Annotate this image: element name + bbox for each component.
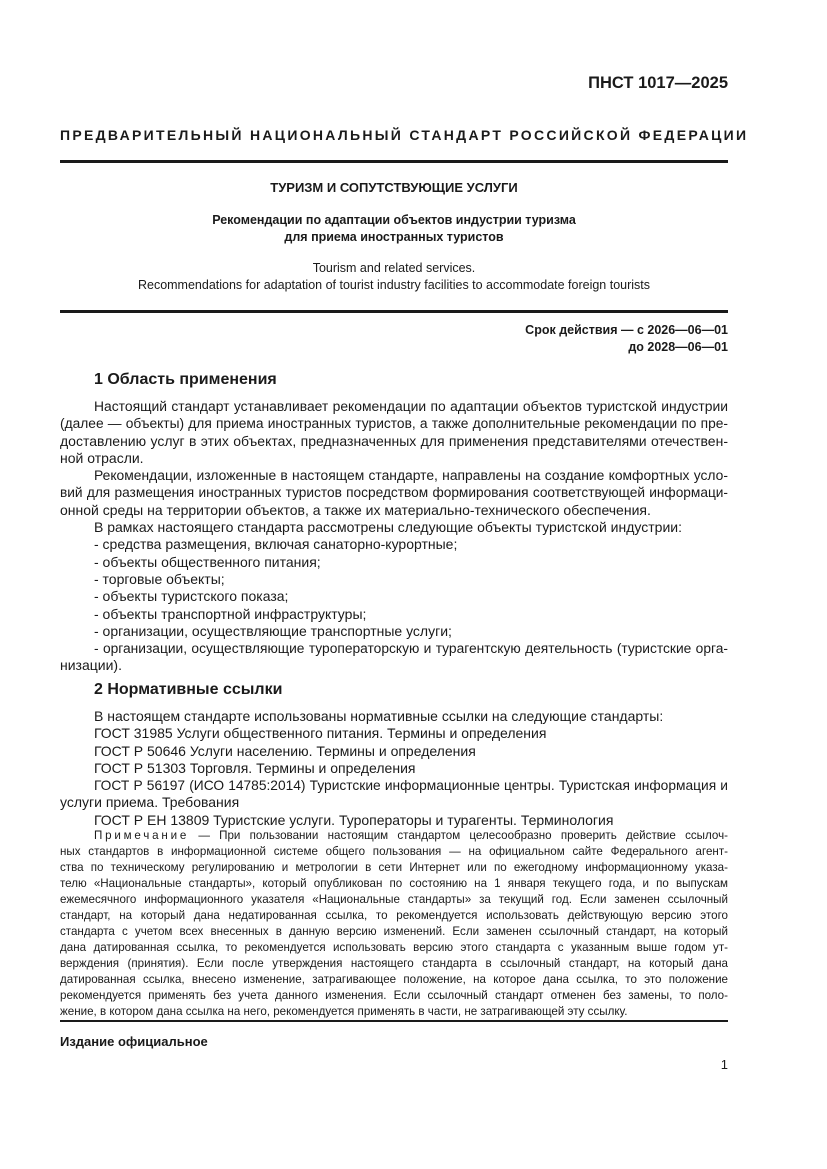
note-line: верждения (принятия). Если после утверждения настоящего стандарта в ссылочный стандарт, на который дана bbox=[60, 957, 728, 970]
document-subtitle bbox=[60, 212, 728, 246]
reference-item: ГОСТ Р 56197 (ИСО 14785:2014) Туристские информационные центры. Туристская информация и bbox=[94, 778, 728, 794]
paragraph-line: Рекомендации, изложенные в настоящем стандарте, направлены на создание комфортных усло- bbox=[94, 467, 728, 484]
section-1-body bbox=[60, 398, 728, 675]
section-2-heading: 2 Нормативные ссылки bbox=[94, 681, 283, 698]
note-line: дана датированная ссылка, то рекомендуется использовать версию этого стандарта с указанным выше годом ут- bbox=[60, 941, 728, 954]
list-item: - организации, осуществляющие транспортные услуги; bbox=[94, 622, 452, 639]
note-line: стандарт, на который дана недатированная ссылка, то рекомендуется использовать действующую версию этого bbox=[60, 909, 728, 922]
reference-note bbox=[60, 828, 728, 1020]
note-line: ных стандартов в информационной системе общего пользования — на официальном сайте Федерального агент- bbox=[60, 845, 728, 858]
note-line: жение, в котором дана ссылка на него, рекомендуется применять в части, не затрагивающей эту ссылку. bbox=[60, 1005, 628, 1018]
english-title-line: Tourism and related services. bbox=[312, 261, 476, 275]
footer-divider bbox=[60, 1020, 728, 1022]
standard-code: ПНСТ 1017—2025 bbox=[588, 74, 728, 92]
english-title bbox=[60, 260, 728, 294]
list-item-continuation: низации). bbox=[60, 657, 122, 674]
page-number: 1 bbox=[720, 1057, 728, 1072]
list-item: - организации, осуществляющие туроператорскую и турагентскую деятельность (туристские орга- bbox=[94, 641, 728, 657]
reference-item: ГОСТ Р 51303 Торговля. Термины и определения bbox=[94, 759, 416, 776]
paragraph-line: вий для размещения иностранных туристов посредством формирования соответствующей информаци- bbox=[60, 485, 728, 501]
paragraph-line: Настоящий стандарт устанавливает рекомендации по адаптации объектов туристской индустрии bbox=[94, 398, 728, 414]
validity-start: Срок действия — с 2026—06—01 bbox=[525, 323, 728, 337]
paragraph-line: онной среды на территории объектов, а также их материально-технического обеспечения. bbox=[60, 501, 651, 518]
note-text: — При пользовании настоящим стандартом целесообразно проверить действие ссылоч- bbox=[189, 829, 728, 842]
paragraph-line: В настоящем стандарте использованы нормативные ссылки на следующие стандарты: bbox=[94, 708, 664, 724]
paragraph-line: доставлению услуг в этих объектах, предназначенных для применения представителями отечествен- bbox=[60, 432, 728, 449]
note-line: телю «Национальные стандарты», который опубликован по состоянию на 1 января текущего года, и по выпускам bbox=[60, 877, 728, 890]
paragraph-line: (далее — объекты) для приема иностранных туристов, а также дополнительные рекомендации по пре- bbox=[60, 416, 728, 432]
english-title-line: Recommendations for adaptation of tourist industry facilities to accommodate foreign tourists bbox=[137, 278, 651, 292]
document-title: ТУРИЗМ И СОПУТСТВУЮЩИЕ УСЛУГИ bbox=[270, 180, 518, 195]
paragraph-line: В рамках настоящего стандарта рассмотрены следующие объекты туристской индустрии: bbox=[94, 519, 682, 536]
note-line: ежемесячного информационного указателя «Национальные стандарты» за текущий год. Если заменен ссылочный bbox=[60, 893, 728, 906]
note-label: Примечание bbox=[94, 829, 190, 842]
note-line: рекомендуется применять без учета данного изменения. Если ссылочный стандарт отменен без замены, то поло- bbox=[60, 989, 728, 1002]
reference-item: ГОСТ Р 50646 Услуги населению. Термины и определения bbox=[94, 742, 476, 759]
note-line: датированная ссылка, внесено изменение, затрагивающее положение, на которое дана ссылка, то это положение bbox=[60, 973, 728, 986]
reference-item-continuation: услуги приема. Требования bbox=[60, 794, 240, 811]
title-divider bbox=[60, 310, 728, 313]
list-item: - торговые объекты; bbox=[94, 570, 225, 587]
reference-item: ГОСТ Р ЕН 13809 Туристские услуги. Туроператоры и турагенты. Терминология bbox=[94, 811, 614, 828]
note-line: стандарта с учетом всех внесенных в данную версию изменений. Если заменен ссылочный стандарт, на который bbox=[60, 925, 728, 938]
list-item: - объекты транспортной инфраструктуры; bbox=[94, 605, 367, 622]
note-line: ства по техническому регулированию и метрологии в сети Интернет или по ежегодному информационному указа- bbox=[60, 861, 728, 874]
list-item: - средства размещения, включая санаторно-курортные; bbox=[94, 536, 458, 553]
note-line bbox=[60, 828, 728, 844]
subtitle-line: Рекомендации по адаптации объектов индустрии туризма bbox=[212, 213, 576, 227]
edition-label: Издание официальное bbox=[60, 1034, 208, 1049]
validity-end: до 2028—06—01 bbox=[628, 340, 728, 354]
paragraph-line: ной отрасли. bbox=[60, 449, 144, 466]
header-divider bbox=[60, 160, 728, 163]
list-item: - объекты туристского показа; bbox=[94, 588, 289, 605]
subtitle-line: для приема иностранных туристов bbox=[284, 230, 504, 244]
validity-period bbox=[525, 322, 728, 356]
section-2-body bbox=[60, 708, 728, 829]
standard-type-header: ПРЕДВАРИТЕЛЬНЫЙ НАЦИОНАЛЬНЫЙ СТАНДАРТ РОССИЙСКОЙ ФЕДЕРАЦИИ bbox=[60, 127, 749, 143]
list-item: - объекты общественного питания; bbox=[94, 553, 321, 570]
section-1-heading: 1 Область применения bbox=[94, 371, 277, 388]
reference-item: ГОСТ 31985 Услуги общественного питания. Термины и определения bbox=[94, 725, 547, 742]
